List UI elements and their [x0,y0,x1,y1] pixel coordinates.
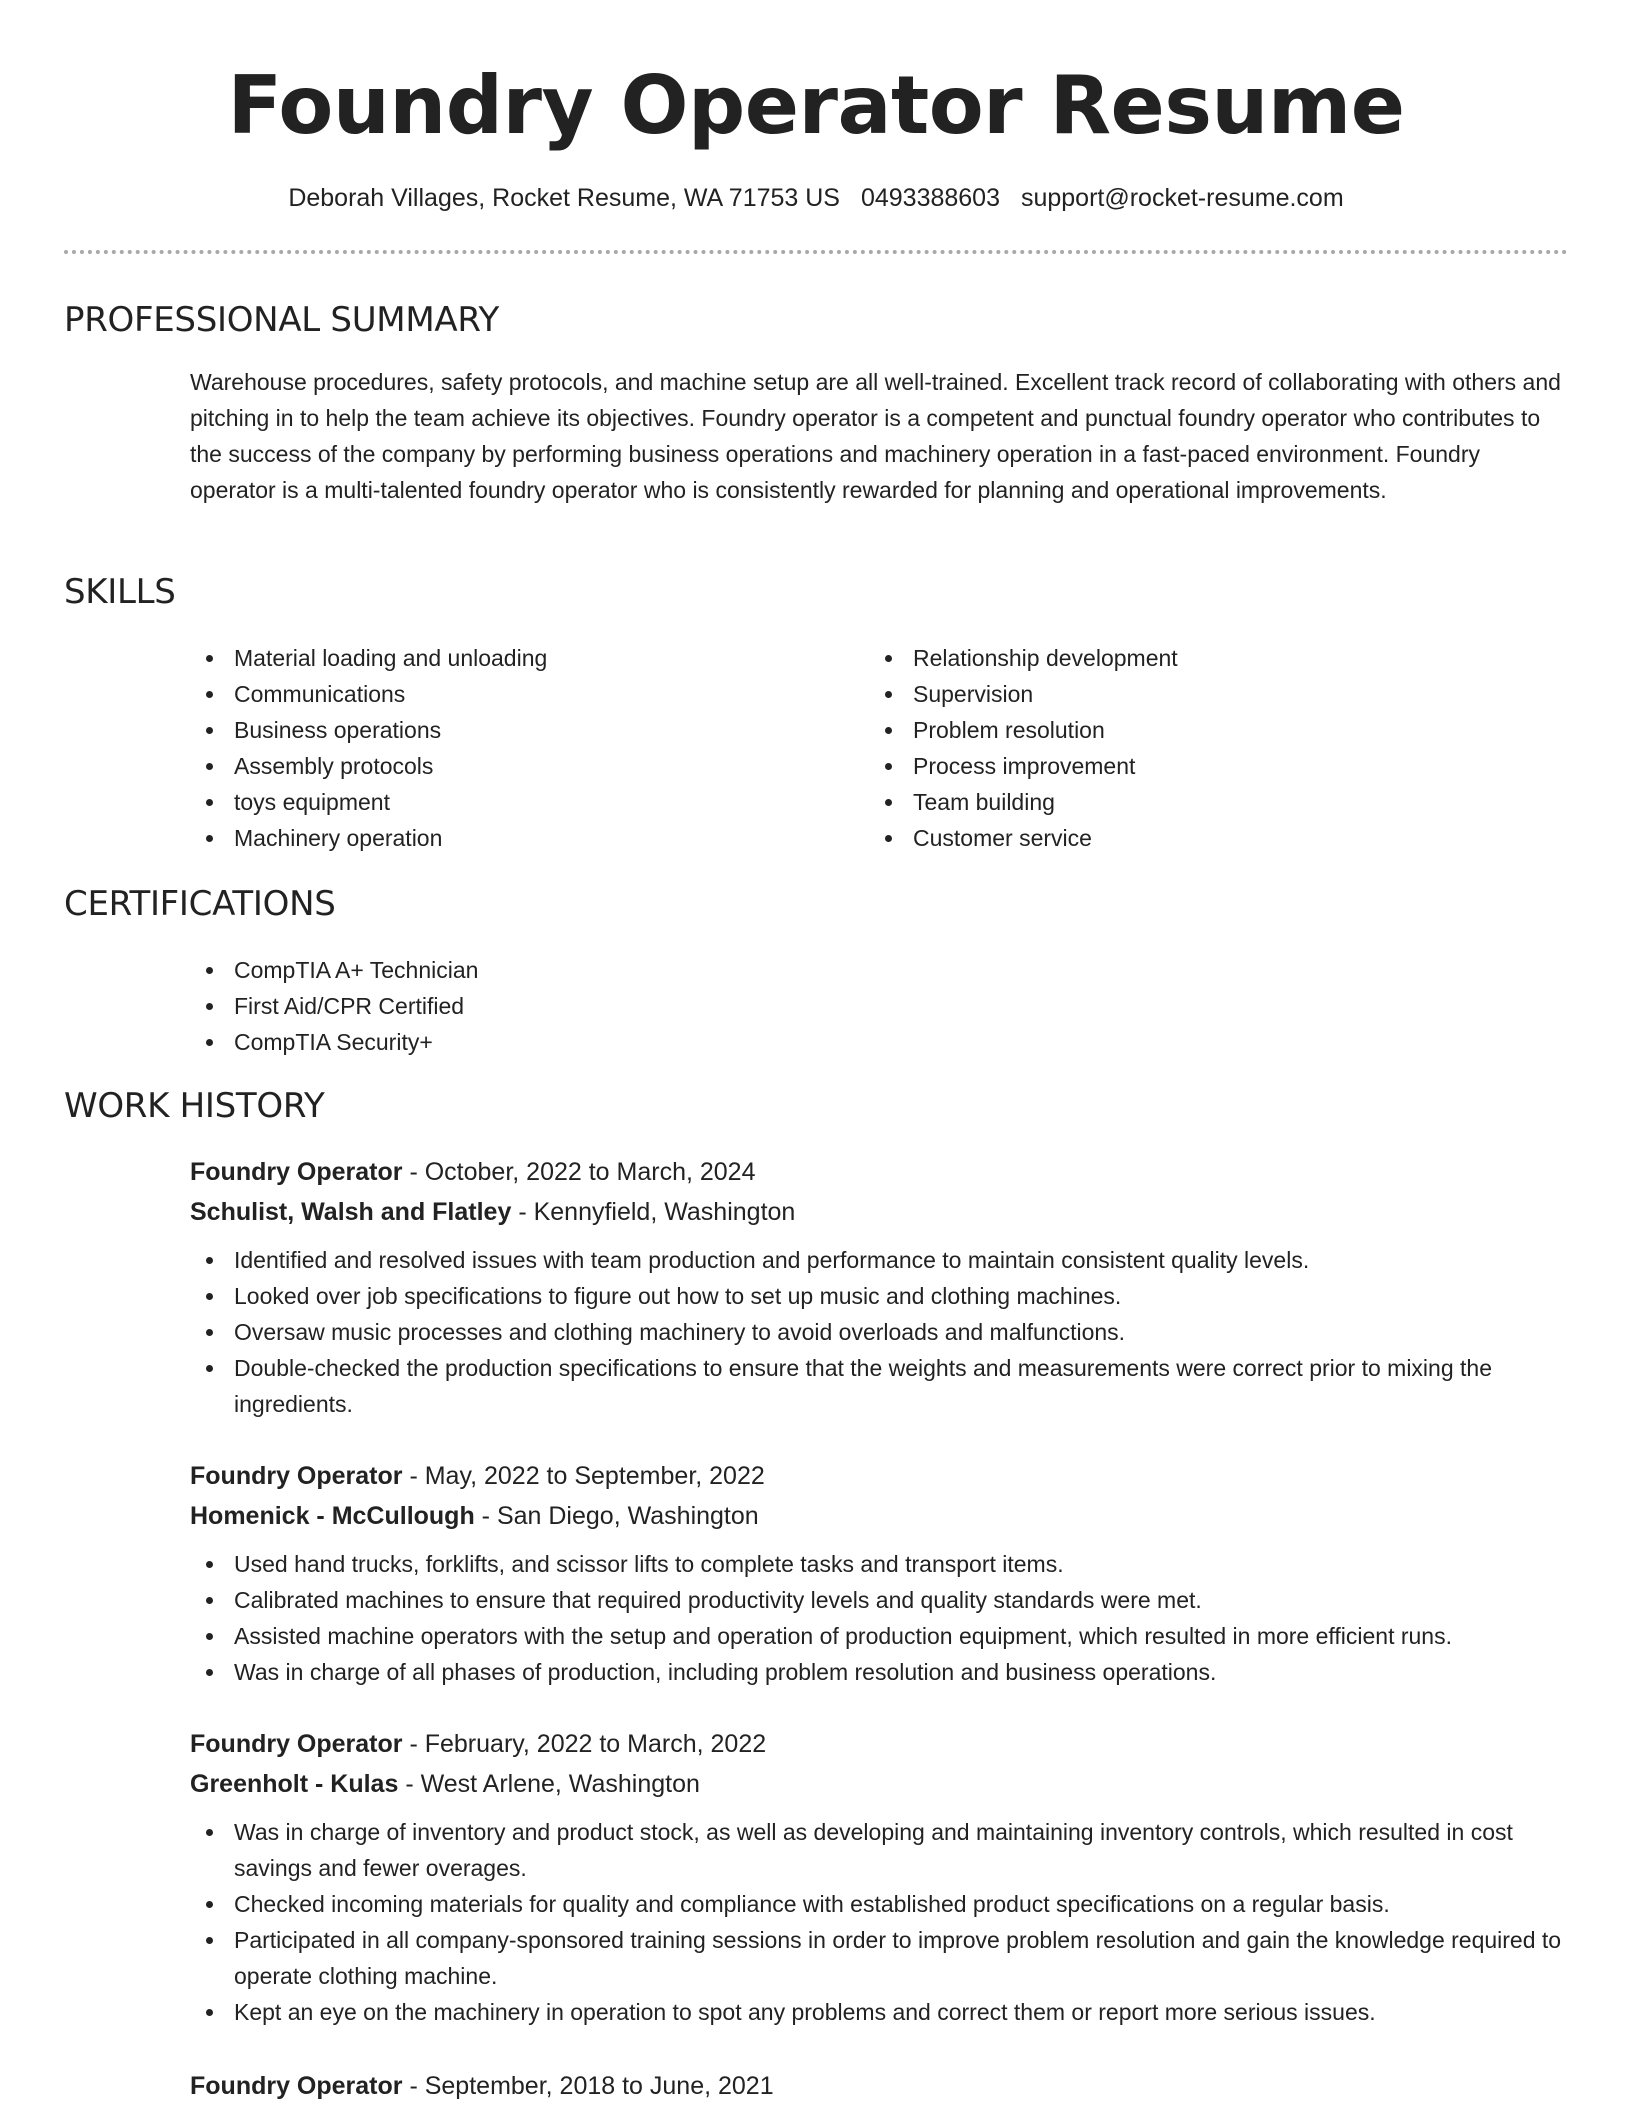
certification-item: CompTIA A+ Technician [190,952,890,988]
job-bullet: Calibrated machines to ensure that required productivity levels and quality standards were met. [190,1582,1572,1618]
skill-item: Machinery operation [190,820,830,856]
skill-item: Problem resolution [869,712,1509,748]
job-title-line [190,1456,1572,1496]
contact-address: Deborah Villages, Rocket Resume, WA 71753 US [288,184,840,212]
job-bullet: Checked incoming materials for quality and compliance with established product specifications on a regular basis. [190,1886,1572,1922]
job-entry [190,1724,1572,2030]
job-entry [190,1456,1572,1690]
job-bullets [190,1814,1572,2030]
job-location: - San Diego, Washington [474,1502,759,1530]
job-dates: - September, 2018 to June, 2021 [402,2072,774,2100]
job-bullet: Was in charge of inventory and product stock, as well as developing and maintaining inventory controls, which resulted in cost savings and fewer overages. [190,1814,1572,1886]
job-dates: - October, 2022 to March, 2024 [402,1158,756,1186]
job-company: Greenholt - Kulas [190,1770,399,1798]
skill-item: Supervision [869,676,1509,712]
skill-item: Assembly protocols [190,748,830,784]
contact-line [0,180,1632,216]
skill-item: Business operations [190,712,830,748]
skills-list-right [869,640,1509,856]
job-entry [190,2066,1572,2106]
job-entry [190,1152,1572,1422]
contact-email: support@rocket-resume.com [1020,184,1344,212]
job-company-line [190,1496,1572,1536]
job-bullet: Kept an eye on the machinery in operation to spot any problems and correct them or report more serious issues. [190,1994,1572,2030]
certification-item: CompTIA Security+ [190,1024,890,1060]
job-company-line [190,1764,1572,1804]
skills-heading: SKILLS [64,572,176,612]
certification-item: First Aid/CPR Certified [190,988,890,1024]
job-title-line [190,2066,1572,2106]
skill-item: Process improvement [869,748,1509,784]
job-company: Schulist, Walsh and Flatley [190,1198,512,1226]
job-bullet: Identified and resolved issues with team production and performance to maintain consistent quality levels. [190,1242,1572,1278]
skill-item: Customer service [869,820,1509,856]
skills-list-left [190,640,830,856]
job-title: Foundry Operator [190,2072,403,2100]
certifications-heading: CERTIFICATIONS [64,884,336,924]
certifications-list [190,952,890,1060]
job-bullets [190,1546,1572,1690]
job-bullet: Assisted machine operators with the setup and operation of production equipment, which resulted in more efficient runs. [190,1618,1572,1654]
job-bullet: Used hand trucks, forklifts, and scissor lifts to complete tasks and transport items. [190,1546,1572,1582]
summary-heading: PROFESSIONAL SUMMARY [64,300,499,340]
job-bullet: Participated in all company-sponsored training sessions in order to improve problem resolution and gain the knowledge required to operate clothing machine. [190,1922,1572,1994]
work-history-heading: WORK HISTORY [64,1086,325,1126]
job-bullet: Looked over job specifications to figure out how to set up music and clothing machines. [190,1278,1572,1314]
resume-title: Foundry Operator Resume [227,59,1405,152]
skill-item: Communications [190,676,830,712]
job-dates: - May, 2022 to September, 2022 [402,1462,765,1490]
job-bullet: Double-checked the production specifications to ensure that the weights and measurements were correct prior to mixing the ingredients. [190,1350,1572,1422]
job-location: - Kennyfield, Washington [511,1198,796,1226]
header-divider [64,250,1568,254]
job-title-line [190,1152,1572,1192]
job-location: - West Arlene, Washington [398,1770,700,1798]
summary-text: Warehouse procedures, safety protocols, and machine setup are all well-trained. Excellent track record of collaborating with others and pitching in to help the team achieve its objectives. Foundry operator is a competent and punctual foundry operator who contributes to the success of the company by performing business operations and machinery operation in a fast-paced environment. Foundry operator is a multi-talented foundry operator who is consistently rewarded for planning and operational improvements. [190,369,1561,503]
job-title-line [190,1724,1572,1764]
job-title: Foundry Operator [190,1730,403,1758]
skill-item: Material loading and unloading [190,640,830,676]
contact-phone: 0493388603 [860,184,1000,212]
job-dates: - February, 2022 to March, 2022 [402,1730,767,1758]
job-title: Foundry Operator [190,1158,403,1186]
job-company: Homenick - McCullough [190,1502,475,1530]
skill-item: Relationship development [869,640,1509,676]
job-bullets [190,1242,1572,1422]
job-company-line [190,1192,1572,1232]
skill-item: Team building [869,784,1509,820]
job-bullet: Was in charge of all phases of production, including problem resolution and business operations. [190,1654,1572,1690]
job-bullet: Oversaw music processes and clothing machinery to avoid overloads and malfunctions. [190,1314,1572,1350]
skill-item: toys equipment [190,784,830,820]
job-title: Foundry Operator [190,1462,403,1490]
